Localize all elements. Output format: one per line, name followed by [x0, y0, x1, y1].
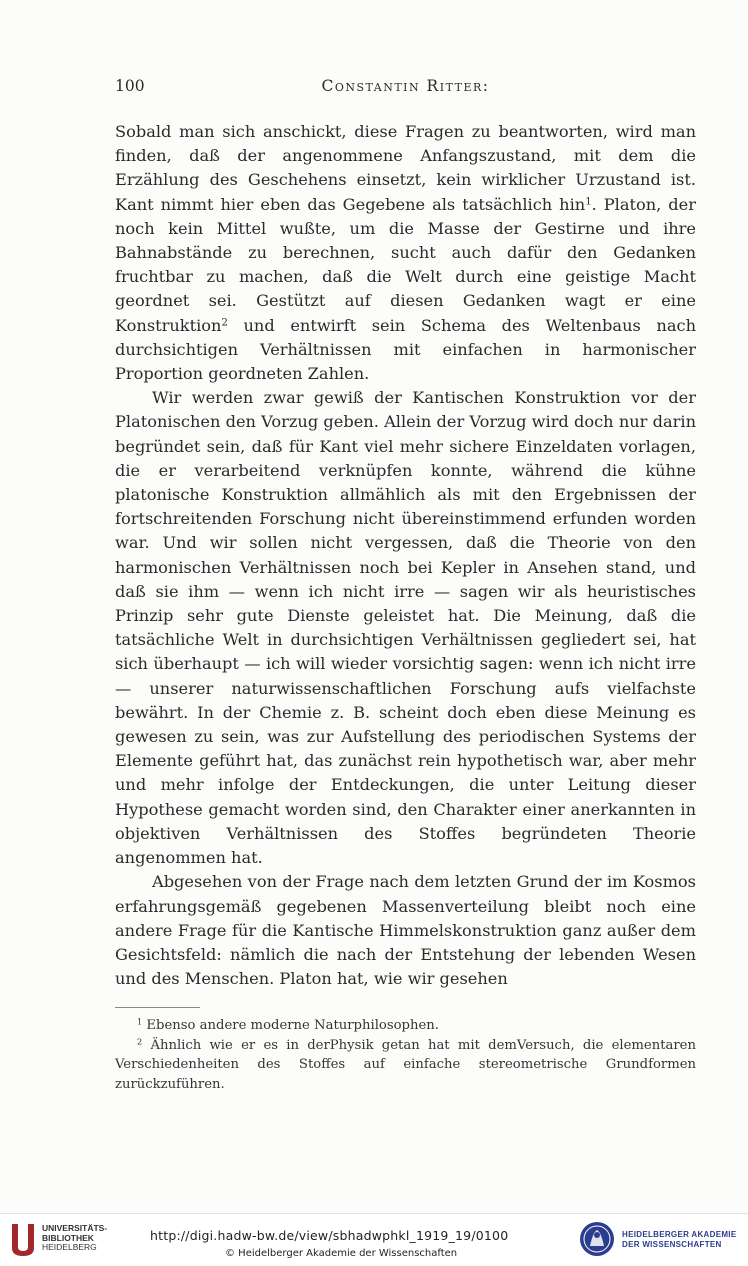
paragraph-3: Abgesehen von der Frage nach dem letzten Grund der im Kosmos erfahrungsgemäß gegebenen Massenverteilung bleibt noch eine andere Frage für die Kantische Himmelskonstruktion ganz außer dem Gesichtsfeld: nämlich die nach der Entstehung der lebenden Wesen und des Menschen. Platon hat, wie wir gesehen — [115, 872, 696, 989]
running-title: Constantin Ritter: — [321, 77, 490, 95]
academy-seal-icon[interactable] — [578, 1220, 616, 1258]
viewer-footer — [0, 1213, 748, 1266]
university-library-name — [42, 1224, 107, 1253]
footnote-ref-1: 1 — [585, 196, 592, 208]
footnote-2-text: Ähnlich wie er es in derPhysik getan hat mit demVersuch, die elementaren Verschiedenheiten des Stoffes auf einfache stereometrische Grundformen zurückzuführen. — [115, 1037, 696, 1092]
paragraph-1-part-c: und entwirft sein Schema des Weltenbaus nach durchsichtigen Verhältnissen mit einfachen in harmonischer Proportion geordneten Zahlen. — [115, 315, 696, 384]
footnote-1-text: Ebenso andere moderne Naturphilosophen. — [142, 1018, 439, 1033]
footnote-ref-2: 2 — [221, 317, 228, 329]
paragraph-1-part-a: Sobald man sich anschickt, diese Fragen zu beantworten, wird man finden, daß der angenommene Anfangszustand, mit dem die Erzählung des Geschehens einsetzt, kein wirklicher Urzustand ist. Kant nimmt hier eben das Gegebene als tatsächlich hin — [115, 122, 696, 214]
library-line-3: HEIDELBERG — [42, 1242, 97, 1252]
footnote-1 — [115, 1016, 696, 1036]
footnotes — [115, 1016, 696, 1094]
page-number: 100 — [115, 77, 145, 95]
academy-line-1: HEIDELBERGER AKADEMIE — [622, 1230, 737, 1239]
academy-name — [622, 1230, 736, 1250]
footnote-2 — [115, 1036, 696, 1095]
body-text — [115, 120, 696, 991]
paragraph-1-part-b: . Platon, der noch kein Mittel wußte, um die Masse der Gestirne und ihre Bahnabstände zu berechnen, sucht auch dafür den Gedanken fruchtbar zu machen, daß die Welt durch eine geistige Macht geordnet sei. Gestützt auf diesen Gedanken wagt er eine Konstruktion — [115, 194, 696, 335]
paragraph-2: Wir werden zwar gewiß der Kantischen Konstruktion vor der Platonischen den Vorzug geben. Allein der Vorzug wird doch nur darin begründet sein, daß für Kant viel mehr sichere Einzeldaten vorlagen, die er verarbeitend verknüpfen konnte, während die kühne platonische Konstruktion allmählich als mit den Ergebnissen der fortschreitenden Forschung nicht übereinstimmend erfunden worden war. Und wir sollen nicht vergessen, daß die Theorie von den harmonischen Verhältnissen noch bei Kepler in Ansehen stand, und daß sie ihm — wenn ich nicht irre — sagen wir als heuristisches Prinzip sehr gute Dienste geleistet hat. Die Meinung, daß die tatsächliche Welt in durchsichtigen Verhältnissen gegliedert sei, hat sich überhaupt — ich will wieder vorsichtig sagen: wenn ich nicht irre — unserer naturwissenschaftlichen Forschung aufs vielfachste bewährt. In der Chemie z. B. scheint doch eben diese Meinung es gewesen zu sein, was zur Aufstellung des periodischen Systems der Elemente geführt hat, das zunächst rein hypothetisch war, aber mehr und mehr infolge der Entdeckungen, die unter Leitung dieser Hypothese gemacht worden sind, den Charakter einer anerkannten in objektiven Verhältnissen des Stoffes begründeten Theorie angenommen hat. — [115, 388, 696, 868]
footnote-2-mark: 2 — [137, 1036, 143, 1046]
library-line-1: UNIVERSITÄTS- — [42, 1223, 108, 1233]
copyright-notice: © Heidelberger Akademie der Wissenschaften — [225, 1248, 458, 1259]
paragraph-1 — [115, 120, 696, 386]
academy-line-2: DER WISSENSCHAFTEN — [622, 1240, 722, 1249]
footnote-divider — [115, 1007, 200, 1008]
permalink-url[interactable]: http://digi.hadw-bw.de/view/sbhadwphkl_1919_19/0100 — [150, 1228, 509, 1243]
university-library-logo-icon[interactable] — [8, 1222, 38, 1258]
footnote-1-mark: 1 — [137, 1016, 143, 1027]
page-header — [115, 77, 696, 99]
library-line-2: BIBLIOTHEK — [42, 1232, 94, 1243]
